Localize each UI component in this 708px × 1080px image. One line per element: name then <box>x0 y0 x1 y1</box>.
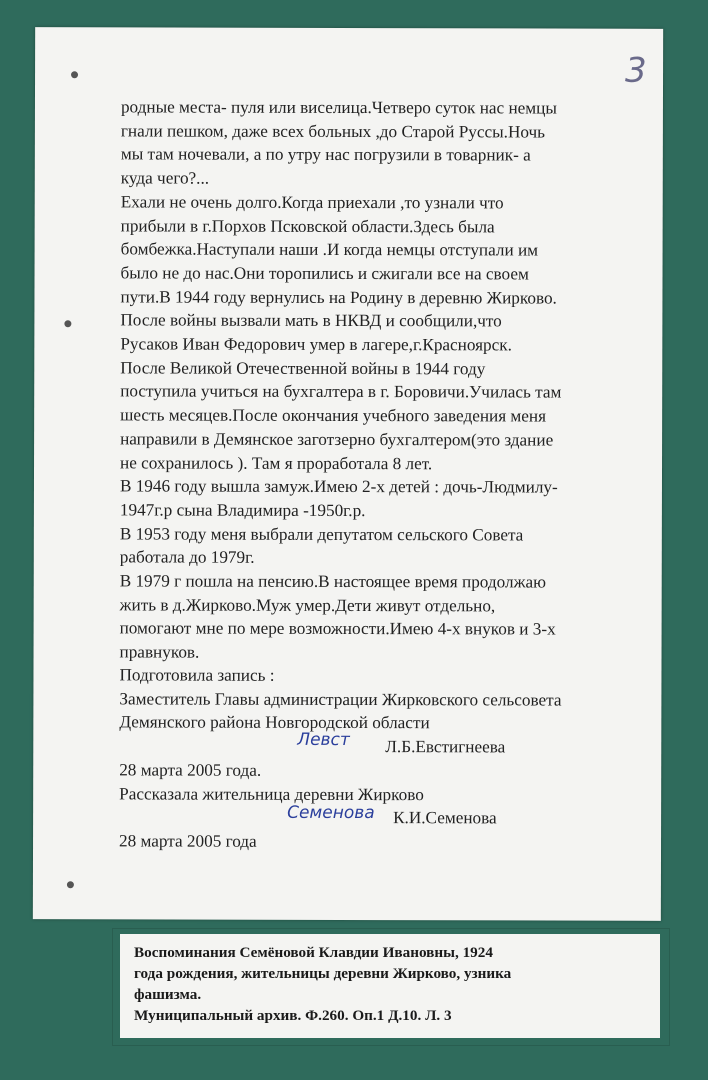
punch-hole <box>71 71 78 78</box>
preparer-name: Л.Б.Евстигнеева <box>385 737 506 757</box>
text-line: куда чего?... <box>120 168 210 188</box>
date-1: 28 марта 2005 года. <box>119 760 262 780</box>
text-line: 1947г.р сына Владимира -1950г.р. <box>119 500 366 520</box>
text-line: Ехали не очень долго.Когда приехали ,то узнали что <box>120 192 504 213</box>
preparer-signature: Левст <box>297 729 350 751</box>
text-line: работала до 1979г. <box>119 547 255 568</box>
position-line-1: Заместитель Главы администрации Жирковского сельсовета <box>119 689 562 710</box>
narrator-signature: Семенова <box>287 803 375 824</box>
date-2: 28 марта 2005 года <box>119 831 257 851</box>
text-line: жить в д.Жирково.Муж умер.Дети живут отдельно, <box>119 595 496 616</box>
position-line-2: Демянского района Новгородской области <box>119 712 430 733</box>
narrator-label: Рассказала жительница деревни Жирково <box>119 783 424 804</box>
text-line: гнали пешком, даже всех больных ,до Старой Руссы.Ночь <box>120 121 546 142</box>
text-line: В 1946 году вышла замуж.Имею 2-х детей : дочь-Людмилу- <box>119 476 558 497</box>
text-line: не сохранилось ). Там я проработала 8 лет. <box>120 452 433 473</box>
caption-line-3: фашизма. <box>134 986 202 1003</box>
text-line: шесть месяцев.После окончания учебного заведения меня <box>120 405 547 426</box>
narrator-name: К.И.Семенова <box>393 808 497 828</box>
caption-label <box>120 934 660 1038</box>
text-line: В 1953 году меня выбрали депутатом сельского Совета <box>119 524 524 545</box>
text-line: родные места- пуля или виселица.Четверо суток нас немцы <box>120 97 557 118</box>
text-line: После Великой Отечественной войны в 1944 году <box>120 358 486 379</box>
text-line: было не до нас.Они торопились и сжигали все на своем <box>120 263 529 284</box>
text-line: направили в Демянское заготзерно бухгалтером(это здание <box>120 429 554 450</box>
text-line: Русаков Иван Федорович умер в лагере,г.Красноярск. <box>120 334 512 355</box>
text-line: поступила учиться на бухгалтера в г. Боровичи.Училась там <box>120 381 562 402</box>
text-line: правнуков. <box>119 642 200 662</box>
text-line: После войны вызвали мать в НКВД и сообщили,что <box>120 310 502 331</box>
preparer-row <box>119 729 655 760</box>
punch-hole <box>67 881 74 888</box>
caption-line-1: Воспоминания Семёновой Клавдии Ивановны, 1924 <box>134 944 493 961</box>
caption-line-2: года рождения, жительницы деревни Жирково, узника <box>134 965 512 982</box>
text-line: помогают мне по мере возможности.Имею 4-х внуков и 3-х <box>119 618 556 640</box>
text-line: мы там ночевали, а по утру нас погрузили в товарник- а <box>120 144 531 165</box>
punch-hole <box>64 320 71 327</box>
prepared-label: Подготовила запись : <box>119 665 275 685</box>
text-line: пути.В 1944 году вернулись на Родину в деревню Жирково. <box>120 287 557 308</box>
memoir-text <box>120 95 657 665</box>
text-line: В 1979 г пошла на пенсию.В настоящее время продолжаю <box>119 571 546 592</box>
page-number: 3 <box>625 50 647 91</box>
caption-line-4: Муниципальный архив. Ф.260. Оп.1 Д.10. Л. 3 <box>134 1007 452 1024</box>
narrator-row <box>119 803 655 831</box>
text-line: прибыли в г.Порхов Псковской области.Здесь была <box>120 215 495 236</box>
signature-block <box>119 663 655 854</box>
document-page <box>33 27 663 921</box>
text-line: бомбежка.Наступали наши .И когда немцы отступали им <box>120 239 539 260</box>
